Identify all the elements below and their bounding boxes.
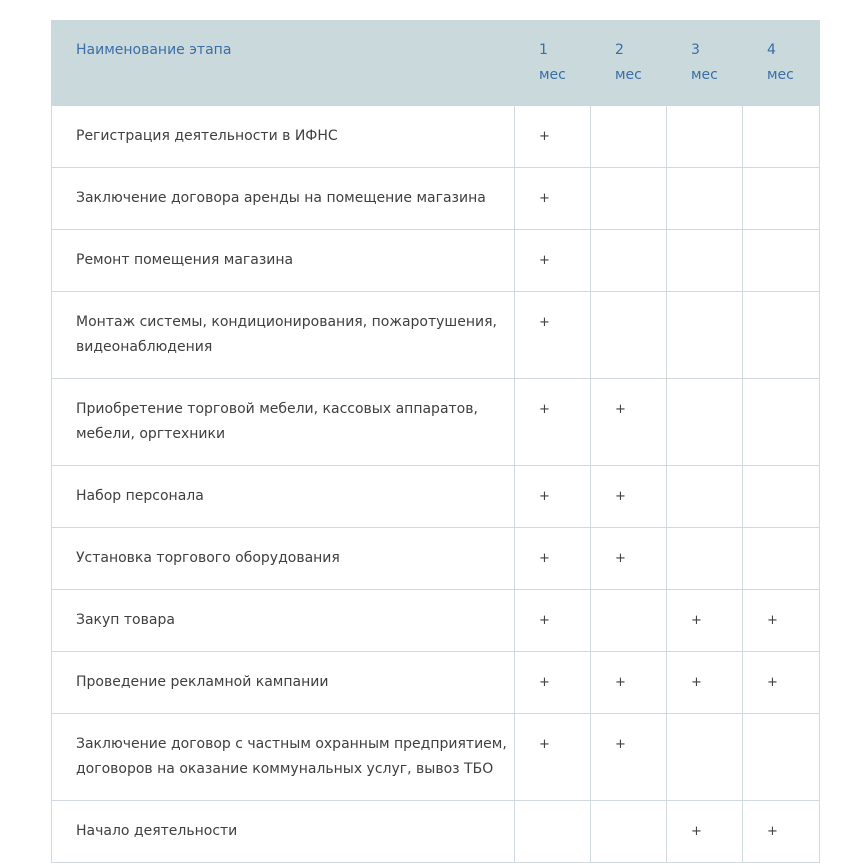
stage-name: Проведение рекламной кампании [52,652,515,714]
month-unit: мес [767,67,794,83]
table-row [52,801,820,863]
month-mark: + [515,379,591,466]
month-mark [667,106,743,168]
month-mark [743,714,820,801]
month-mark: + [515,106,591,168]
stage-name: Набор персонала [52,466,515,528]
stage-label: Наименование этапа [76,42,232,58]
table-row [52,379,820,466]
month-mark: + [743,801,820,863]
header-month-1 [515,21,591,106]
table-row [52,714,820,801]
month-number: 3 [691,42,700,58]
month-unit: мес [539,67,566,83]
month-mark: + [515,466,591,528]
month-mark [591,106,667,168]
month-mark: + [743,652,820,714]
table-header [52,21,820,106]
month-unit: мес [615,67,642,83]
schedule-table-container [51,20,819,863]
month-mark [743,528,820,590]
month-mark: + [667,590,743,652]
month-mark [743,106,820,168]
month-unit: мес [691,67,718,83]
table-row [52,528,820,590]
table-row [52,590,820,652]
table-row [52,292,820,379]
month-mark: + [591,528,667,590]
table-row [52,652,820,714]
header-month-4 [743,21,820,106]
stage-name: Закуп товара [52,590,515,652]
month-number: 2 [615,42,624,58]
month-mark [591,168,667,230]
month-mark [667,230,743,292]
month-mark [667,379,743,466]
month-mark [667,168,743,230]
month-mark [743,466,820,528]
table-row [52,230,820,292]
month-mark [743,230,820,292]
month-mark [667,714,743,801]
month-mark [743,292,820,379]
month-mark [667,466,743,528]
month-mark [591,590,667,652]
stage-name: Монтаж системы, кондиционирования, пожаротушения, видеонаблюдения [52,292,515,379]
month-mark: + [591,652,667,714]
month-mark: + [515,168,591,230]
stage-name: Установка торгового оборудования [52,528,515,590]
stage-name: Заключение договора аренды на помещение магазина [52,168,515,230]
month-mark: + [667,652,743,714]
month-mark [591,230,667,292]
month-mark: + [515,528,591,590]
table-row [52,168,820,230]
month-mark [591,292,667,379]
month-mark: + [515,590,591,652]
stage-name: Ремонт помещения магазина [52,230,515,292]
month-mark [743,168,820,230]
schedule-table [51,20,820,863]
stage-name: Заключение договор с частным охранным предприятием, договоров на оказание коммунальных услуг, вывоз ТБО [52,714,515,801]
month-number: 1 [539,42,548,58]
month-mark: + [667,801,743,863]
month-mark: + [591,714,667,801]
table-row [52,466,820,528]
month-mark: + [743,590,820,652]
header-month-2 [591,21,667,106]
month-mark: + [591,379,667,466]
month-mark: + [515,292,591,379]
month-mark [743,379,820,466]
month-mark [667,528,743,590]
stage-name: Начало деятельности [52,801,515,863]
stage-name: Приобретение торговой мебели, кассовых аппаратов, мебели, оргтехники [52,379,515,466]
month-mark: + [591,466,667,528]
header-row [52,21,820,106]
month-mark: + [515,714,591,801]
month-mark [667,292,743,379]
month-mark [515,801,591,863]
header-stage-name [52,21,515,106]
table-row [52,106,820,168]
month-mark: + [515,230,591,292]
table-body [52,106,820,863]
stage-name: Регистрация деятельности в ИФНС [52,106,515,168]
month-mark: + [515,652,591,714]
header-month-3 [667,21,743,106]
month-number: 4 [767,42,776,58]
month-mark [591,801,667,863]
